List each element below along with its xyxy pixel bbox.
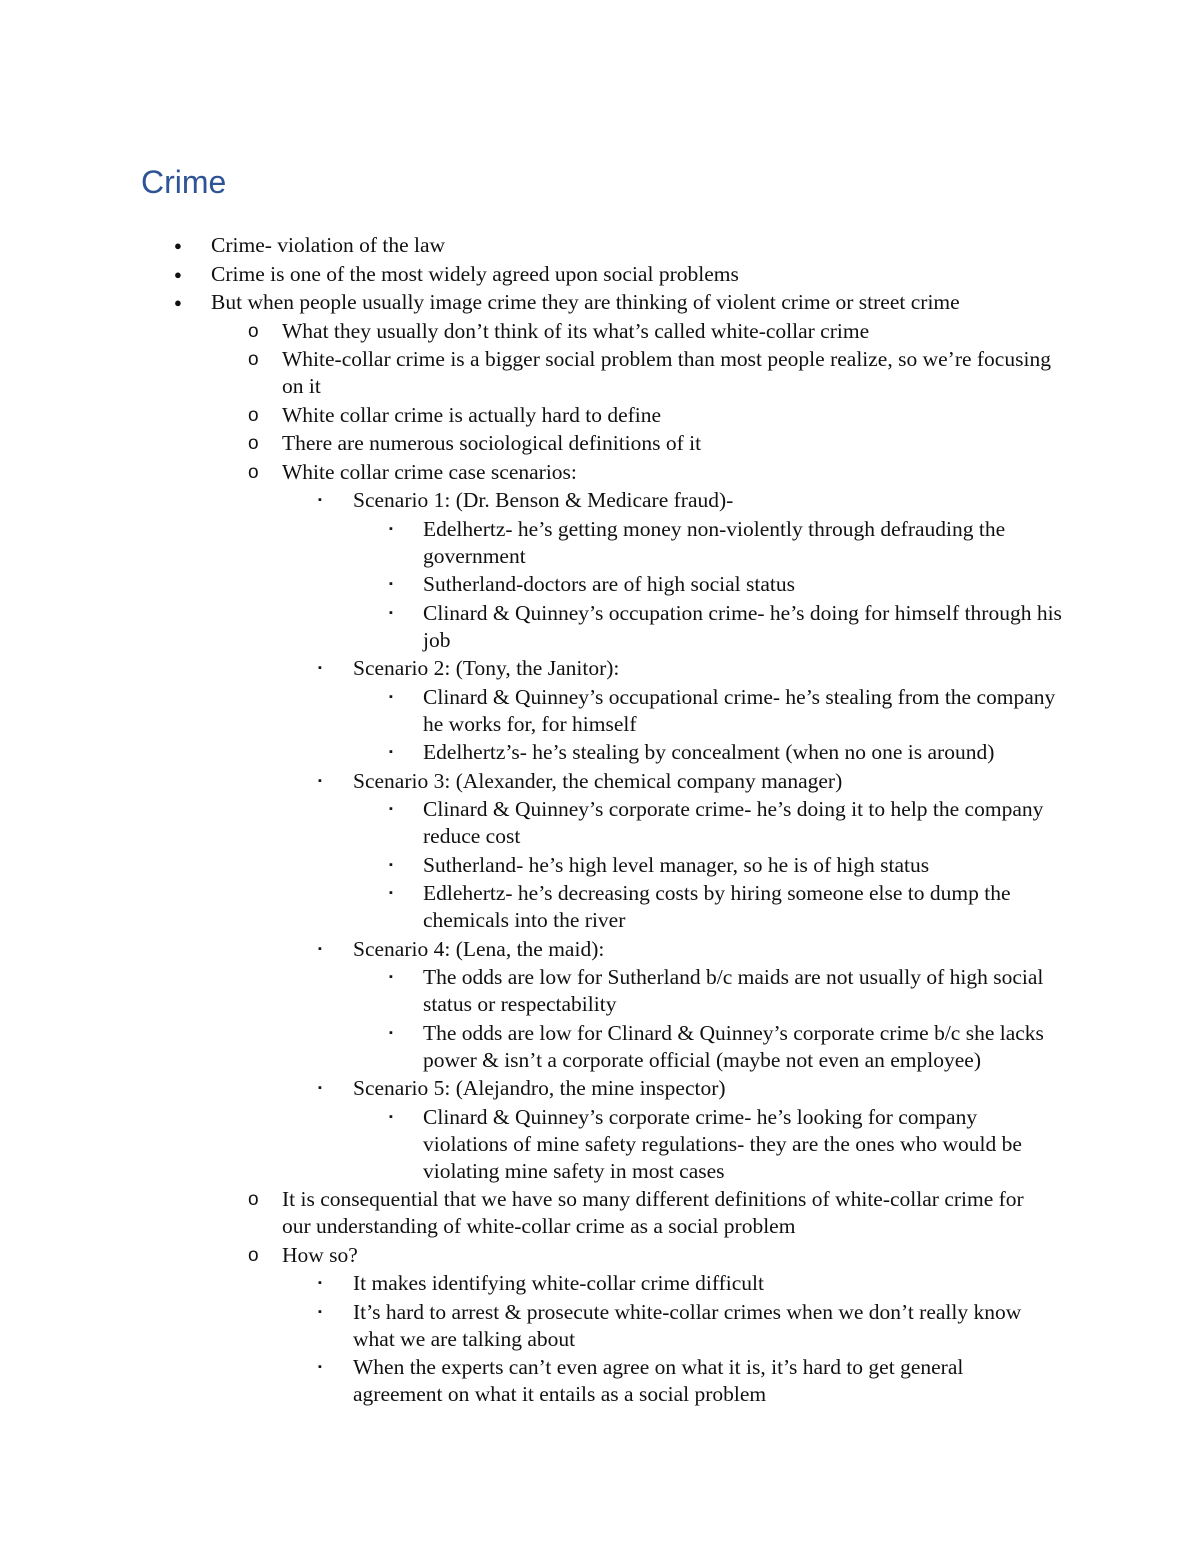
list-item-text: But when people usually image crime they are thinking of violent crime or street crime	[211, 290, 960, 314]
bullet-marker: o	[248, 320, 259, 342]
bullet-marker: ▪	[318, 774, 322, 787]
bullet-marker: o	[248, 1244, 259, 1266]
list-item-text: Clinard & Quinney’s occupation crime- he’s doing for himself through his job	[423, 600, 1062, 652]
list-item-text: Edlehertz- he’s decreasing costs by hiring someone else to dump the chemicals into the river	[423, 881, 1011, 932]
list-item-text: Scenario 1: (Dr. Benson & Medicare fraud)-	[353, 488, 734, 512]
bullet-marker: ▪	[389, 858, 393, 871]
bullet-marker: ▪	[318, 662, 322, 674]
bullet-marker: ●	[174, 266, 182, 282]
list-item-text: Clinard & Quinney’s corporate crime- he’s doing it to help the company reduce cost	[423, 797, 1044, 848]
bullet-marker: ●	[174, 238, 182, 253]
bullet-marker: ▪	[389, 887, 393, 899]
list-item-level-2	[0, 318, 1057, 345]
list-item-text: White collar crime is actually hard to define	[282, 402, 662, 427]
bullet-marker: ▪	[318, 494, 322, 506]
list-item-text: Scenario 4: (Lena, the maid):	[353, 936, 605, 961]
bullet-marker: ▪	[389, 1110, 393, 1123]
list-item-level-3	[0, 936, 1058, 963]
list-item-level-4	[0, 571, 1063, 598]
list-item-level-3	[0, 487, 1058, 514]
list-item-text: Sutherland-doctors are of high social status	[423, 572, 795, 596]
list-item-text: There are numerous sociological definitions of it	[282, 431, 702, 455]
list-item-text: What they usually don’t think of its what’s called white-collar crime	[282, 318, 870, 343]
list-item-text: White collar crime case scenarios:	[282, 459, 577, 484]
list-item-text: It makes identifying white-collar crime difficult	[353, 1271, 764, 1295]
bullet-marker: ▪	[318, 1277, 322, 1289]
bullet-list	[0, 232, 1200, 1410]
list-item-level-1	[0, 289, 1061, 316]
list-item-text: Scenario 3: (Alexander, the chemical company manager)	[353, 768, 843, 793]
list-item-text: Sutherland- he’s high level manager, so he is of high status	[423, 852, 930, 877]
bullet-marker: ▪	[318, 942, 322, 955]
list-item-text: Clinard & Quinney’s corporate crime- he’s looking for company violations of mine safety regulations- they are the ones who would be violating mine safety in most cases	[423, 1104, 1022, 1183]
list-item-level-4	[0, 600, 1063, 654]
list-item-level-4	[0, 880, 1063, 934]
list-item-text: Edelhertz- he’s getting money non-violently through defrauding the government	[423, 516, 1006, 568]
list-item-level-4	[0, 964, 1063, 1018]
list-item-level-4	[0, 684, 1063, 738]
list-item-text: The odds are low for Clinard & Quinney’s corporate crime b/c she lacks power & isn’t a corporate official (maybe not even an employee)	[423, 1020, 1044, 1072]
list-item-level-3	[0, 1354, 1058, 1408]
bullet-marker: ▪	[318, 1305, 322, 1318]
list-item-text: The odds are low for Sutherland b/c maids are not usually of high social status or respectability	[423, 965, 1044, 1016]
list-item-level-2	[0, 430, 1057, 457]
list-item-level-2	[0, 346, 1057, 400]
bullet-marker: ▪	[389, 522, 393, 535]
bullet-marker: ▪	[389, 1026, 393, 1039]
list-item-level-2	[0, 402, 1057, 429]
list-item-level-4	[0, 852, 1063, 879]
list-item-text: It’s hard to arrest & prosecute white-collar crimes when we don’t really know what we are talking about	[353, 1299, 1022, 1351]
bullet-marker: ▪	[389, 971, 393, 983]
list-item-level-1	[0, 232, 1061, 259]
bullet-marker: o	[248, 1189, 259, 1210]
bullet-marker: ●	[174, 295, 182, 310]
bullet-marker: o	[248, 433, 259, 454]
bullet-marker: ▪	[389, 690, 393, 703]
list-item-text: White-collar crime is a bigger social problem than most people realize, so we’re focusing on it	[282, 347, 1051, 398]
list-item-level-4	[0, 1020, 1063, 1074]
bullet-marker: ▪	[389, 746, 393, 758]
list-item-level-2	[0, 1242, 1057, 1269]
bullet-marker: ▪	[389, 578, 393, 590]
list-item-text: Clinard & Quinney’s occupational crime- he’s stealing from the company he works for, for himself	[423, 684, 1056, 736]
list-item-level-2	[0, 1186, 1057, 1240]
bullet-marker: o	[248, 461, 259, 483]
bullet-marker: ▪	[318, 1082, 322, 1094]
bullet-marker: ▪	[389, 803, 393, 815]
list-item-level-4	[0, 796, 1063, 850]
list-item-text: It is consequential that we have so many different definitions of white-collar crime for our understanding of white-collar crime as a social problem	[282, 1187, 1024, 1238]
page-title: Crime	[141, 164, 227, 200]
list-item-level-2	[0, 459, 1057, 486]
list-item-level-4	[0, 739, 1063, 766]
bullet-marker: ▪	[389, 606, 393, 619]
list-item-level-1	[0, 261, 1061, 288]
list-item-text: How so?	[282, 1242, 358, 1267]
list-item-text: Crime- violation of the law	[211, 233, 446, 257]
list-item-text: Scenario 5: (Alejandro, the mine inspector)	[353, 1076, 726, 1100]
list-item-level-4	[0, 1104, 1063, 1185]
list-item-level-3	[0, 1299, 1058, 1353]
list-item-text: Scenario 2: (Tony, the Janitor):	[353, 656, 620, 680]
list-item-text: Crime is one of the most widely agreed upon social problems	[211, 261, 739, 286]
list-item-level-3	[0, 768, 1058, 795]
bullet-marker: ▪	[318, 1361, 322, 1373]
bullet-marker: o	[248, 404, 259, 426]
list-item-level-3	[0, 655, 1058, 682]
list-item-level-4	[0, 516, 1063, 570]
list-item-level-3	[0, 1075, 1058, 1102]
list-item-text: Edelhertz’s- he’s stealing by concealment (when no one is around)	[423, 740, 995, 764]
list-item-text: When the experts can’t even agree on what it is, it’s hard to get general agreement on what it entails as a social problem	[353, 1355, 964, 1406]
list-item-level-3	[0, 1270, 1058, 1297]
bullet-marker: o	[248, 349, 259, 370]
